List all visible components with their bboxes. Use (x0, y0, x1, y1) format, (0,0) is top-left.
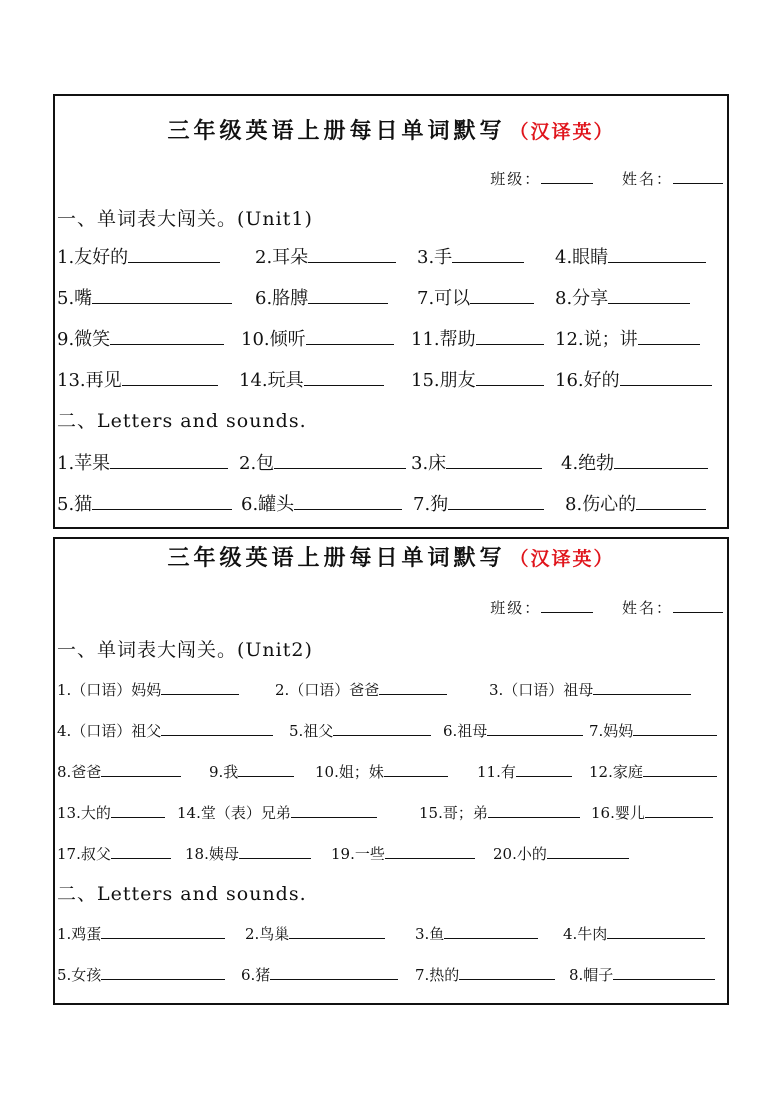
answer-blank[interactable] (638, 326, 700, 345)
answer-blank[interactable] (161, 720, 273, 736)
word-row (55, 325, 727, 355)
answer-blank[interactable] (444, 923, 538, 939)
word-item: 11.帮助 (411, 325, 544, 351)
answer-blank[interactable] (92, 285, 232, 304)
title-suffix: （汉译英） (509, 121, 615, 143)
answer-blank[interactable] (593, 679, 691, 695)
word-item: 14.玩具 (239, 366, 384, 392)
word-row (55, 923, 727, 953)
word-row (55, 243, 727, 273)
answer-blank[interactable] (270, 964, 398, 980)
answer-blank[interactable] (608, 285, 690, 304)
answer-blank[interactable] (459, 964, 555, 980)
word-item: 2.包 (239, 449, 406, 475)
section-heading: 一、单词表大闯关。(Unit2) (57, 639, 313, 661)
answer-blank[interactable] (333, 720, 431, 736)
word-item: 8.帽子 (569, 964, 715, 985)
answer-blank[interactable] (111, 843, 171, 859)
title-suffix: （汉译英） (509, 548, 615, 570)
word-item: 1.友好的 (57, 243, 220, 269)
word-row (55, 449, 727, 479)
word-item: 4.（口语）祖父 (57, 720, 273, 741)
answer-blank[interactable] (643, 761, 717, 777)
word-item: 3.（口语）祖母 (489, 679, 691, 700)
section-heading: 一、单词表大闯关。(Unit1) (57, 208, 313, 230)
word-item: 4.眼睛 (555, 243, 706, 269)
class-label: 班级： (490, 599, 542, 617)
word-item: 6.猪 (241, 964, 398, 985)
word-row (55, 284, 727, 314)
answer-blank[interactable] (101, 964, 225, 980)
word-item: 15.哥；弟 (419, 802, 580, 823)
word-item: 5.祖父 (289, 720, 431, 741)
word-item: 7.热的 (415, 964, 555, 985)
answer-blank[interactable] (308, 244, 396, 263)
word-item: 3.鱼 (415, 923, 538, 944)
word-item: 5.嘴 (57, 284, 232, 310)
worksheet-card-2 (53, 537, 729, 1005)
word-item: 14.堂（表）兄弟 (177, 802, 377, 823)
word-item: 9.我 (209, 761, 294, 782)
worksheet-title: 三年级英语上册每日单词默写 （汉译英） (167, 545, 615, 571)
word-row (55, 761, 727, 791)
word-item: 1.苹果 (57, 449, 228, 475)
name-field[interactable] (673, 169, 723, 184)
answer-blank[interactable] (636, 491, 706, 510)
word-item: 17.叔父 (57, 843, 171, 864)
word-row (55, 802, 727, 832)
answer-blank[interactable] (238, 761, 294, 777)
word-item: 10.姐；妹 (315, 761, 448, 782)
answer-blank[interactable] (308, 285, 388, 304)
word-item: 12.家庭 (589, 761, 717, 782)
word-item: 6.胳膊 (255, 284, 388, 310)
answer-blank[interactable] (645, 802, 713, 818)
answer-blank[interactable] (613, 964, 715, 980)
answer-blank[interactable] (608, 244, 706, 263)
answer-blank[interactable] (633, 720, 717, 736)
word-item: 8.伤心的 (565, 490, 706, 516)
name-field[interactable] (673, 598, 723, 613)
answer-blank[interactable] (294, 491, 402, 510)
answer-blank[interactable] (92, 491, 232, 510)
word-item: 13.大的 (57, 802, 165, 823)
word-item: 8.爸爸 (57, 761, 181, 782)
word-row (55, 679, 727, 709)
class-label: 班级： (490, 170, 542, 188)
answer-blank[interactable] (291, 802, 377, 818)
answer-blank[interactable] (239, 843, 311, 859)
word-item: 19.一些 (331, 843, 475, 864)
answer-blank[interactable] (476, 367, 544, 386)
word-row (55, 490, 727, 520)
word-item: 20.小的 (493, 843, 629, 864)
section-heading: 二、Letters and sounds. (57, 883, 307, 905)
word-item: 7.妈妈 (589, 720, 717, 741)
worksheet-title: 三年级英语上册每日单词默写 （汉译英） (167, 118, 615, 144)
word-item: 6.祖母 (443, 720, 583, 741)
answer-blank[interactable] (614, 450, 708, 469)
word-item: 11.有 (477, 761, 572, 782)
word-item: 3.床 (411, 449, 542, 475)
answer-blank[interactable] (101, 761, 181, 777)
answer-blank[interactable] (385, 843, 475, 859)
answer-blank[interactable] (306, 326, 394, 345)
word-item: 7.可以 (417, 284, 534, 310)
word-item: 5.猫 (57, 490, 232, 516)
student-info (490, 597, 723, 618)
answer-blank[interactable] (101, 923, 225, 939)
word-item: 5.女孩 (57, 964, 225, 985)
word-item: 6.罐头 (241, 490, 402, 516)
answer-blank[interactable] (446, 450, 542, 469)
answer-blank[interactable] (161, 679, 239, 695)
word-item: 3.手 (417, 243, 524, 269)
answer-blank[interactable] (488, 802, 580, 818)
section-heading: 二、Letters and sounds. (57, 410, 307, 432)
word-row (55, 964, 727, 994)
name-label: 姓名： (621, 170, 673, 188)
answer-blank[interactable] (274, 450, 406, 469)
word-item: 1.（口语）妈妈 (57, 679, 239, 700)
answer-blank[interactable] (304, 367, 384, 386)
answer-blank[interactable] (620, 367, 712, 386)
class-field[interactable] (541, 169, 593, 184)
student-info (490, 168, 723, 189)
word-item: 4.绝勃 (561, 449, 708, 475)
answer-blank[interactable] (607, 923, 705, 939)
answer-blank[interactable] (476, 326, 544, 345)
word-row (55, 366, 727, 396)
answer-blank[interactable] (128, 244, 220, 263)
answer-blank[interactable] (379, 679, 447, 695)
word-row (55, 843, 727, 873)
answer-blank[interactable] (122, 367, 218, 386)
class-field[interactable] (541, 598, 593, 613)
word-item: 10.倾听 (241, 325, 394, 351)
word-item: 9.微笑 (57, 325, 224, 351)
answer-blank[interactable] (470, 285, 534, 304)
answer-blank[interactable] (448, 491, 544, 510)
word-item: 1.鸡蛋 (57, 923, 225, 944)
word-item: 8.分享 (555, 284, 690, 310)
word-item: 2.耳朵 (255, 243, 396, 269)
word-item: 16.好的 (555, 366, 712, 392)
word-item: 2.鸟巢 (245, 923, 385, 944)
word-row (55, 720, 727, 750)
answer-blank[interactable] (110, 326, 224, 345)
word-item: 12.说；讲 (555, 325, 700, 351)
answer-blank[interactable] (516, 761, 572, 777)
word-item: 4.牛肉 (563, 923, 705, 944)
word-item: 16.婴儿 (591, 802, 713, 823)
answer-blank[interactable] (289, 923, 385, 939)
answer-blank[interactable] (452, 244, 524, 263)
word-item: 15.朋友 (411, 366, 544, 392)
answer-blank[interactable] (547, 843, 629, 859)
worksheet-card-1 (53, 94, 729, 529)
word-item: 2.（口语）爸爸 (275, 679, 447, 700)
name-label: 姓名： (621, 599, 673, 617)
word-item: 13.再见 (57, 366, 218, 392)
answer-blank[interactable] (111, 802, 165, 818)
answer-blank[interactable] (487, 720, 583, 736)
word-item: 18.姨母 (185, 843, 311, 864)
answer-blank[interactable] (384, 761, 448, 777)
word-item: 7.狗 (413, 490, 544, 516)
answer-blank[interactable] (110, 450, 228, 469)
